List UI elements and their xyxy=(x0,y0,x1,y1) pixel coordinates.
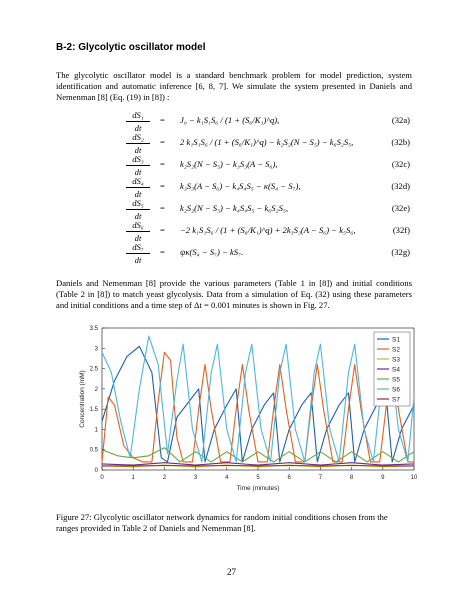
equals-sign: = xyxy=(160,181,165,191)
equation-lhs xyxy=(126,132,150,155)
equation-lhs xyxy=(126,154,150,177)
equation-lhs-num: dS₄ xyxy=(126,176,150,188)
equation-rhs: k₂S₂(N − S₅) − k₄S₄S₅ − k₆S₂S₅, xyxy=(180,203,289,213)
figure-caption: Figure 27: Glycolytic oscillator network dynamics for random initial conditions chosen from the ranges provided in Table 2 of Daniels and Nemenman [8]. xyxy=(56,512,388,533)
y-axis-label: Concentration (mM) xyxy=(79,370,86,428)
x-tick-label: 5 xyxy=(256,475,260,481)
equation-row xyxy=(126,242,410,264)
section-heading: B-2: Glycolytic oscillator model xyxy=(56,42,206,53)
figure-27 xyxy=(54,320,428,502)
y-tick-label: 3 xyxy=(94,346,98,353)
equation-lhs xyxy=(126,110,150,133)
equals-sign: = xyxy=(160,203,165,213)
equation-tag: (32f) xyxy=(392,225,410,235)
intro-paragraph: The glycolytic oscillator model is a standard benchmark problem for model prediction, system identification and automatic inference [6, 8, 7]. We simulate the system presented in Daniels and Nemenman [8] (Eq. (19) in [8]) : xyxy=(56,70,412,102)
equals-sign: = xyxy=(160,137,165,147)
equation-rhs: 2 k₁S₁S₆ / (1 + (S₆/K₁)^q) − k₂S₂(N − S₅) − k₆S₂S₅, xyxy=(180,137,354,147)
equation-lhs xyxy=(126,176,150,199)
equation-row xyxy=(126,198,410,220)
y-tick-label: 1.5 xyxy=(89,407,98,414)
equation-tag: (32c) xyxy=(391,159,410,169)
equation-tag: (32a) xyxy=(391,115,410,125)
equation-rhs: J₀ − k₁S₁S₆ / (1 + (S₆/K₁)^q), xyxy=(180,115,280,125)
page-number: 27 xyxy=(227,567,236,577)
y-tick-label: 2 xyxy=(94,386,98,393)
equation-lhs-num: dS₃ xyxy=(126,154,150,166)
x-tick-label: 7 xyxy=(318,475,323,481)
equation-lhs xyxy=(126,242,150,265)
equation-tag: (32g) xyxy=(391,247,410,257)
equation-row xyxy=(126,154,410,176)
equation-lhs-num: dS₂ xyxy=(126,132,150,144)
legend-label: S2 xyxy=(392,346,400,354)
equation-lhs-num: dS₆ xyxy=(126,220,150,232)
legend-label: S4 xyxy=(392,366,400,374)
x-tick-label: 8 xyxy=(349,475,354,481)
equation-lhs-den: dt xyxy=(134,233,142,243)
equation-lhs-den: dt xyxy=(134,189,142,199)
legend-label: S7 xyxy=(392,396,400,404)
x-tick-label: 1 xyxy=(131,475,135,481)
equals-sign: = xyxy=(160,247,165,257)
legend-label: S5 xyxy=(392,376,400,384)
x-tick-label: 3 xyxy=(193,475,198,481)
x-tick-label: 6 xyxy=(287,475,291,481)
equation-lhs-den: dt xyxy=(134,167,142,177)
equation-row xyxy=(126,220,410,242)
y-tick-label: 1 xyxy=(94,427,98,434)
equation-tag: (32d) xyxy=(391,181,410,191)
after-paragraph: Daniels and Nemenman [8] provide the various parameters (Table 1 in [8]) and initial conditions (Table 2 in [8]) to match yeast glycolysis. Data from a simulation of Eq. (32) using these parameters and initial conditions and a time step of Δt = 0.001 minutes is shown in Fig. 27. xyxy=(56,278,412,310)
y-tick-label: 0.5 xyxy=(89,447,98,454)
equation-row xyxy=(126,132,410,154)
equals-sign: = xyxy=(160,115,165,125)
x-tick-label: 0 xyxy=(100,475,104,481)
oscillator-chart xyxy=(54,320,428,502)
x-tick-label: 10 xyxy=(410,475,418,481)
equation-lhs-den: dt xyxy=(134,211,142,221)
y-tick-label: 2.5 xyxy=(89,366,98,373)
x-tick-label: 2 xyxy=(162,475,167,481)
y-tick-label: 3.5 xyxy=(89,326,98,332)
legend-label: S1 xyxy=(392,336,400,344)
equals-sign: = xyxy=(160,225,165,235)
equals-sign: = xyxy=(160,159,165,169)
equation-tag: (32e) xyxy=(391,203,410,213)
legend-label: S3 xyxy=(392,356,400,364)
equation-lhs-den: dt xyxy=(134,145,142,155)
equation-tag: (32b) xyxy=(391,137,410,147)
x-axis-label: Time (minutes) xyxy=(236,485,280,492)
equation-row xyxy=(126,110,410,132)
equation-lhs xyxy=(126,198,150,221)
equation-rhs: k₂S₂(N − S₅) − k₃S₃(A − S₆), xyxy=(180,159,278,169)
equation-lhs-num: dS₁ xyxy=(126,110,150,122)
equation-lhs-num: dS₇ xyxy=(126,242,150,254)
x-tick-label: 4 xyxy=(225,475,229,481)
equation-rhs: k₃S₃(A − S₆) − k₄S₄S₅ − κ(S₄ − S₇), xyxy=(180,181,301,191)
y-tick-label: 0 xyxy=(94,468,98,474)
equation-lhs-den: dt xyxy=(134,255,142,265)
legend-label: S6 xyxy=(392,386,400,394)
equation-lhs-den: dt xyxy=(134,123,142,133)
equation-row xyxy=(126,176,410,198)
equation-lhs xyxy=(126,220,150,243)
equation-lhs-num: dS₅ xyxy=(126,198,150,210)
x-tick-label: 9 xyxy=(381,475,385,481)
equation-rhs: −2 k₁S₁S₆ / (1 + (S₆/K₁)^q) + 2k₃S₃(A − S₆) − k₅S₆, xyxy=(180,225,356,235)
equation-rhs: ψκ(S₄ − S₇) − kS₇. xyxy=(180,247,244,257)
